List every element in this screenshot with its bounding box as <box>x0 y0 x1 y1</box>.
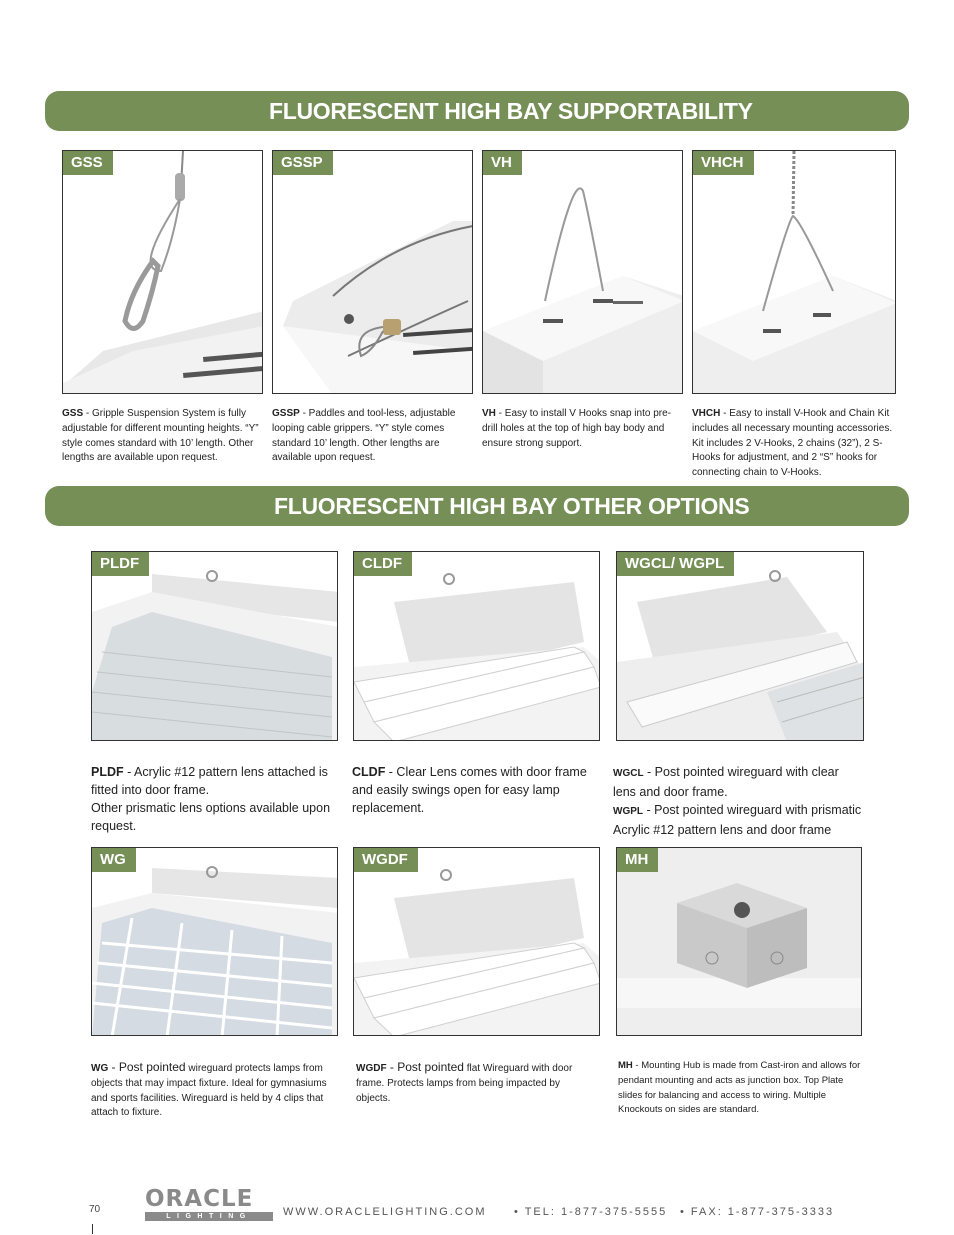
wgcl-wgpl-photo <box>617 552 864 741</box>
pldf-tag: PLDF <box>92 552 149 576</box>
cldf-tag: CLDF <box>354 552 412 576</box>
vhch-photo <box>693 151 896 394</box>
section-title-supportability: FLUORESCENT HIGH BAY SUPPORTABILITY <box>45 91 909 131</box>
mh-image-card <box>616 847 862 1036</box>
wgdf-description: flat Wireguard with door frame. Protects lamps from being impacted by objects. <box>356 1063 573 1104</box>
gss-description: GSS - Gripple Suspension System is fully adjustable for different mounting heights. “Y” style comes standard with 10’ length. Other lengths are available upon request. <box>62 408 259 464</box>
vh-tag: VH <box>483 151 522 175</box>
page-number: 70 <box>89 1204 101 1215</box>
wgcl-wgpl-description: WGCL - Post pointed wireguard with clear lens and door frame. WGPL - Post pointed wireguard with prismatic Acrylic #12 pattern lens and door frame <box>613 765 862 837</box>
section-title-other-options: FLUORESCENT HIGH BAY OTHER OPTIONS <box>45 486 909 526</box>
footer-tel: • TEL: 1-877-375-5555 <box>514 1206 668 1218</box>
crop-mark <box>92 1224 93 1234</box>
mh-photo <box>617 848 862 1036</box>
gssp-photo <box>273 151 473 394</box>
wgcl-wgpl-image-card <box>616 551 864 741</box>
wg-photo <box>92 848 338 1036</box>
vhch-tag: VHCH <box>693 151 754 175</box>
wgdf-photo <box>354 848 600 1036</box>
vhch-image-card <box>692 150 896 394</box>
gssp-image-card <box>272 150 473 394</box>
gssp-description: GSSP - Paddles and tool-less, adjustable looping cable grippers. “Y” style comes standard 10’ length. Other lengths are available upon request. <box>272 408 456 464</box>
vh-photo <box>483 151 683 394</box>
gss-image-card <box>62 150 263 394</box>
cldf-image-card <box>353 551 600 741</box>
vhch-description: VHCH - Easy to install V-Hook and Chain Kit includes all necessary mounting accessories. Kit includes 2 V-Hooks, 2 chains (32”), 2 S-Hooks for adjustment, and 2 “S” hooks for connecting chain to V-Hooks. <box>692 408 893 479</box>
wgdf-code: WGDF <box>356 1063 387 1074</box>
oracle-logo <box>145 1187 273 1219</box>
wg-image-card <box>91 847 338 1036</box>
pldf-image-card <box>91 551 338 741</box>
gss-photo <box>63 151 263 394</box>
gss-tag: GSS <box>63 151 113 175</box>
wgdf-lead: - Post pointed <box>386 1060 464 1074</box>
wgdf-image-card <box>353 847 600 1036</box>
logo-wordmark: ORACLE <box>145 1186 254 1212</box>
gssp-tag: GSSP <box>273 151 333 175</box>
cldf-description: CLDF - Clear Lens comes with door frame and easily swings open for easy lamp replacement. <box>352 765 587 815</box>
wg-tag: WG <box>92 848 136 872</box>
mh-description: MH - Mounting Hub is made from Cast-iron and allows for pendant mounting and acts as junction box. Top Plate slides for balancing and access to wiring. Multiple Knockouts on sides are standard. <box>618 1060 861 1116</box>
vh-image-card <box>482 150 683 394</box>
vh-description: VH - Easy to install V Hooks snap into pre-drill holes at the top of high bay body and ensure strong support. <box>482 408 671 449</box>
wg-code: WG <box>91 1063 109 1074</box>
footer-fax: • FAX: 1-877-375-3333 <box>680 1206 835 1218</box>
mh-tag: MH <box>617 848 658 872</box>
pldf-photo <box>92 552 338 741</box>
logo-subtitle: LIGHTING <box>145 1212 273 1221</box>
wgdf-tag: WGDF <box>354 848 418 872</box>
wgcl-wgpl-tag: WGCL/ WGPL <box>617 552 734 576</box>
footer-website: WWW.ORACLELIGHTING.COM <box>283 1206 487 1218</box>
pldf-description: PLDF - Acrylic #12 pattern lens attached is fitted into door frame. Other prismatic lens options available upon request. <box>91 765 331 833</box>
wg-description: wireguard protects lamps from objects that may impact fixture. Ideal for gymnasiums and sports facilities. Wireguard is held by 4 clips that attach to fixture. <box>91 1063 327 1119</box>
cldf-photo <box>354 552 600 741</box>
wg-lead: - Post pointed <box>108 1060 186 1074</box>
